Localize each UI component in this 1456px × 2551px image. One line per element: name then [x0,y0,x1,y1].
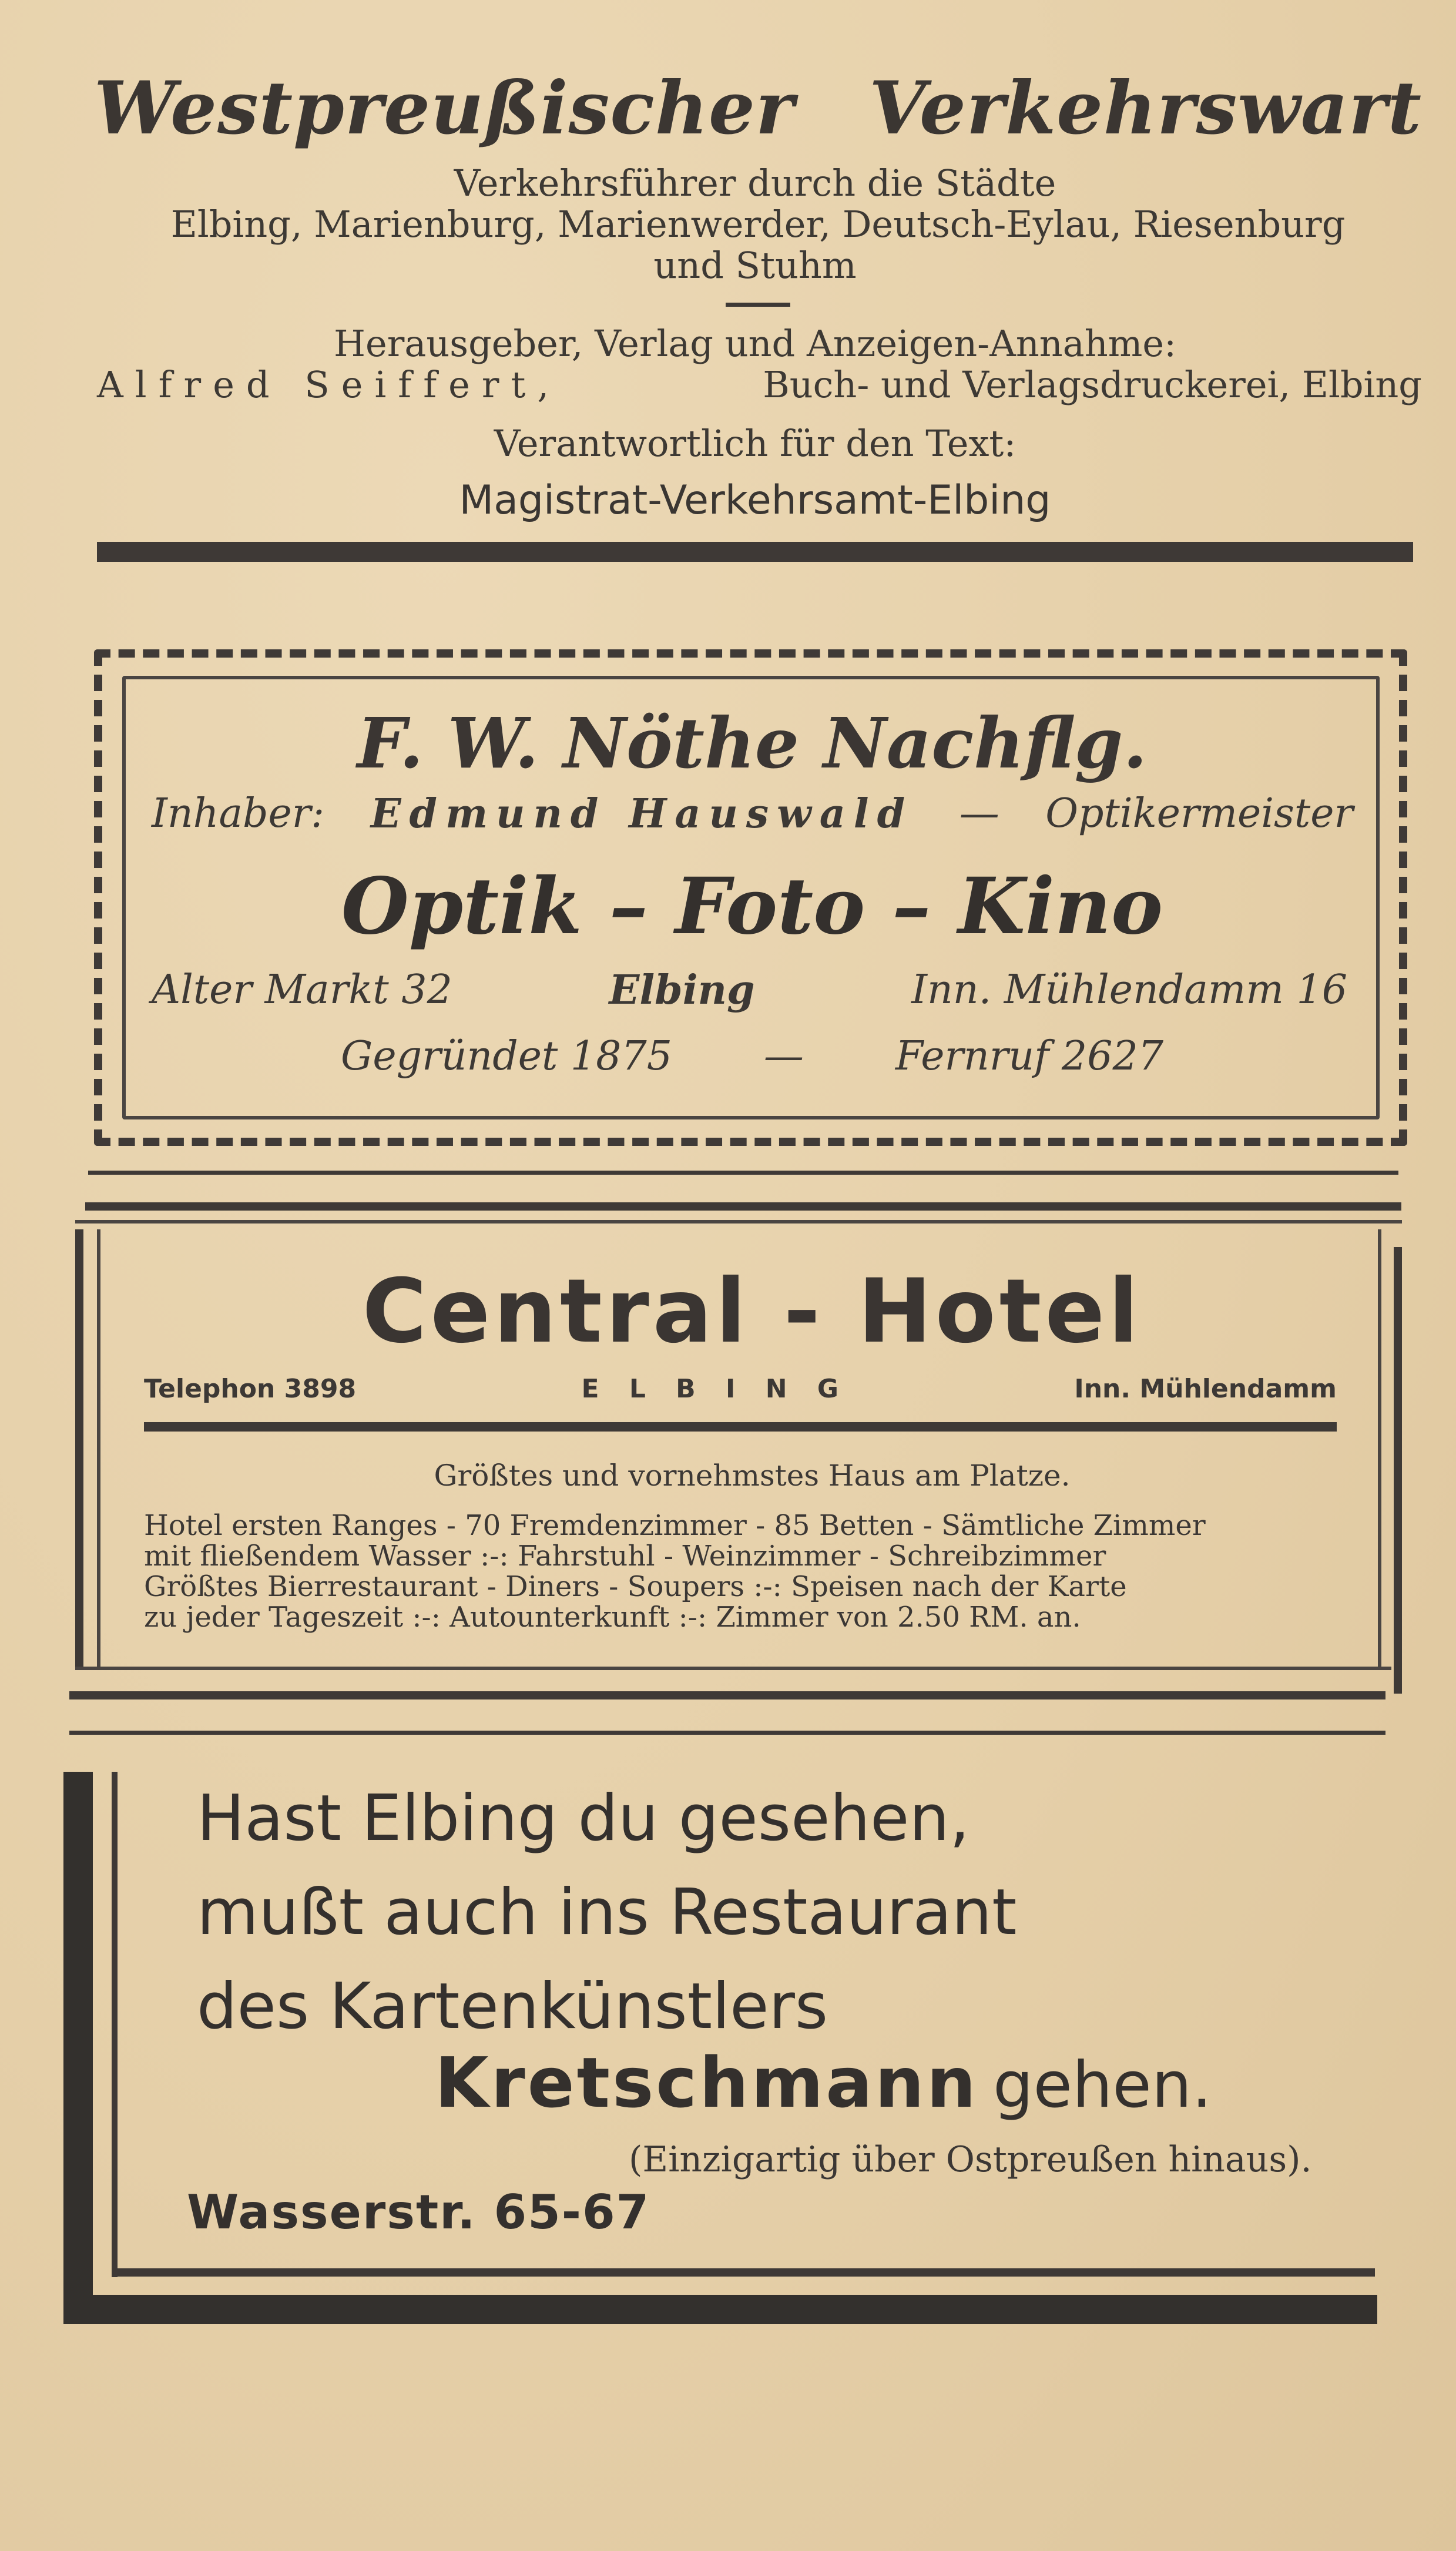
divider-rule-3 [69,1691,1385,1699]
kretschmann-bottom-bar [63,2295,1377,2324]
kretschmann-verb: gehen. [992,2049,1212,2122]
masthead-cities: Elbing, Marienburg, Marienwerder, Deutsch-Eylau, Riesenburg [170,203,1346,246]
kretschmann-name-line [435,2042,1212,2123]
kretschmann-left-bar [63,1772,93,2312]
kretschmann-line-2: mußt auch ins Restaurant [197,1876,1017,1949]
responsible-office: Magistrat-Verkehrsamt-Elbing [459,477,1051,524]
kretschmann-bottom-line [112,2268,1375,2277]
hotel-description [144,1510,1340,1632]
divider-rule-4 [69,1731,1385,1735]
noethe-services: Optik – Foto – Kino [341,861,1163,952]
masthead-cities-2: und Stuhm [653,244,857,287]
noethe-owner-line [152,790,1353,837]
noethe-address-2: Inn. Mühlendamm 16 [911,967,1347,1013]
responsible-label: Verantwortlich für den Text: [494,422,1016,465]
header-bottom-rule [97,542,1413,562]
divider-rule-2 [85,1202,1401,1211]
kretschmann-slogan [197,1772,1016,2054]
kretschmann-address: Wasserstr. 65-67 [187,2185,650,2240]
masthead-title [94,66,1422,151]
masthead-subtitle: Verkehrsführer durch die Städte [454,162,1056,205]
hotel-desc-3: Größtes Bierrestaurant - Diners - Soupers :-: Speisen nach der Karte [144,1570,1127,1603]
noethe-dash-2: — [763,1033,804,1080]
publisher-name: Alfred Seiffert, [97,363,561,406]
publisher-rest: Buch- und Verlagsdruckerei, Elbing [763,363,1422,406]
kretschmann-name: Kretschmann [435,2042,978,2123]
hotel-frame-right [1394,1247,1402,1694]
noethe-profession: Optikermeister [1045,790,1353,837]
noethe-founded-line [341,1033,1163,1080]
hotel-frame-top [75,1220,1402,1223]
noethe-dash: — [959,790,999,837]
hotel-name: Central - Hotel [362,1261,1142,1363]
hotel-tagline: Größtes und vornehmstes Haus am Platze. [434,1459,1071,1493]
masthead-title-right: Verkehrswart [869,66,1422,151]
publisher-line [97,363,1422,406]
hotel-frame-bottom [75,1667,1391,1670]
noethe-city: Elbing [609,967,755,1014]
short-divider [726,303,790,307]
hotel-phone: Telephon 3898 [144,1374,357,1404]
hotel-desc-1: Hotel ersten Ranges - 70 Fremdenzimmer - 85 Betten - Sämtliche Zimmer [144,1509,1206,1542]
noethe-address-1: Alter Markt 32 [152,967,452,1013]
hotel-desc-4: zu jeder Tageszeit :-: Autounterkunft :-: Zimmer von 2.50 RM. an. [144,1601,1081,1634]
masthead-title-left: Westpreußischer [94,66,795,151]
kretschmann-left-line [112,1772,118,2277]
noethe-address-line [152,967,1347,1014]
noethe-phone: Fernruf 2627 [895,1033,1163,1080]
kretschmann-line-1: Hast Elbing du gesehen, [197,1782,970,1855]
hotel-frame-left [75,1229,83,1667]
hotel-contact-line [144,1374,1337,1404]
hotel-street: Inn. Mühlendamm [1074,1374,1337,1404]
hotel-rule [144,1422,1337,1432]
noethe-founded: Gegründet 1875 [341,1033,672,1080]
hotel-desc-2: mit fließendem Wasser :-: Fahrstuhl - Weinzimmer - Schreibzimmer [144,1540,1106,1573]
noethe-owner-label: Inhaber: [152,790,325,837]
publisher-label: Herausgeber, Verlag und Anzeigen-Annahme: [333,322,1177,365]
hotel-city: E L B I N G [581,1374,849,1404]
divider-rule-1 [88,1171,1398,1175]
noethe-name: F. W. Nöthe Nachflg. [357,702,1148,784]
kretschmann-line-3: des Kartenkünstlers [197,1970,828,2043]
hotel-frame-left-inner [97,1229,100,1667]
noethe-owner: Edmund Hauswald [370,790,914,837]
kretschmann-note: (Einzigartig über Ostpreußen hinaus). [629,2139,1312,2180]
